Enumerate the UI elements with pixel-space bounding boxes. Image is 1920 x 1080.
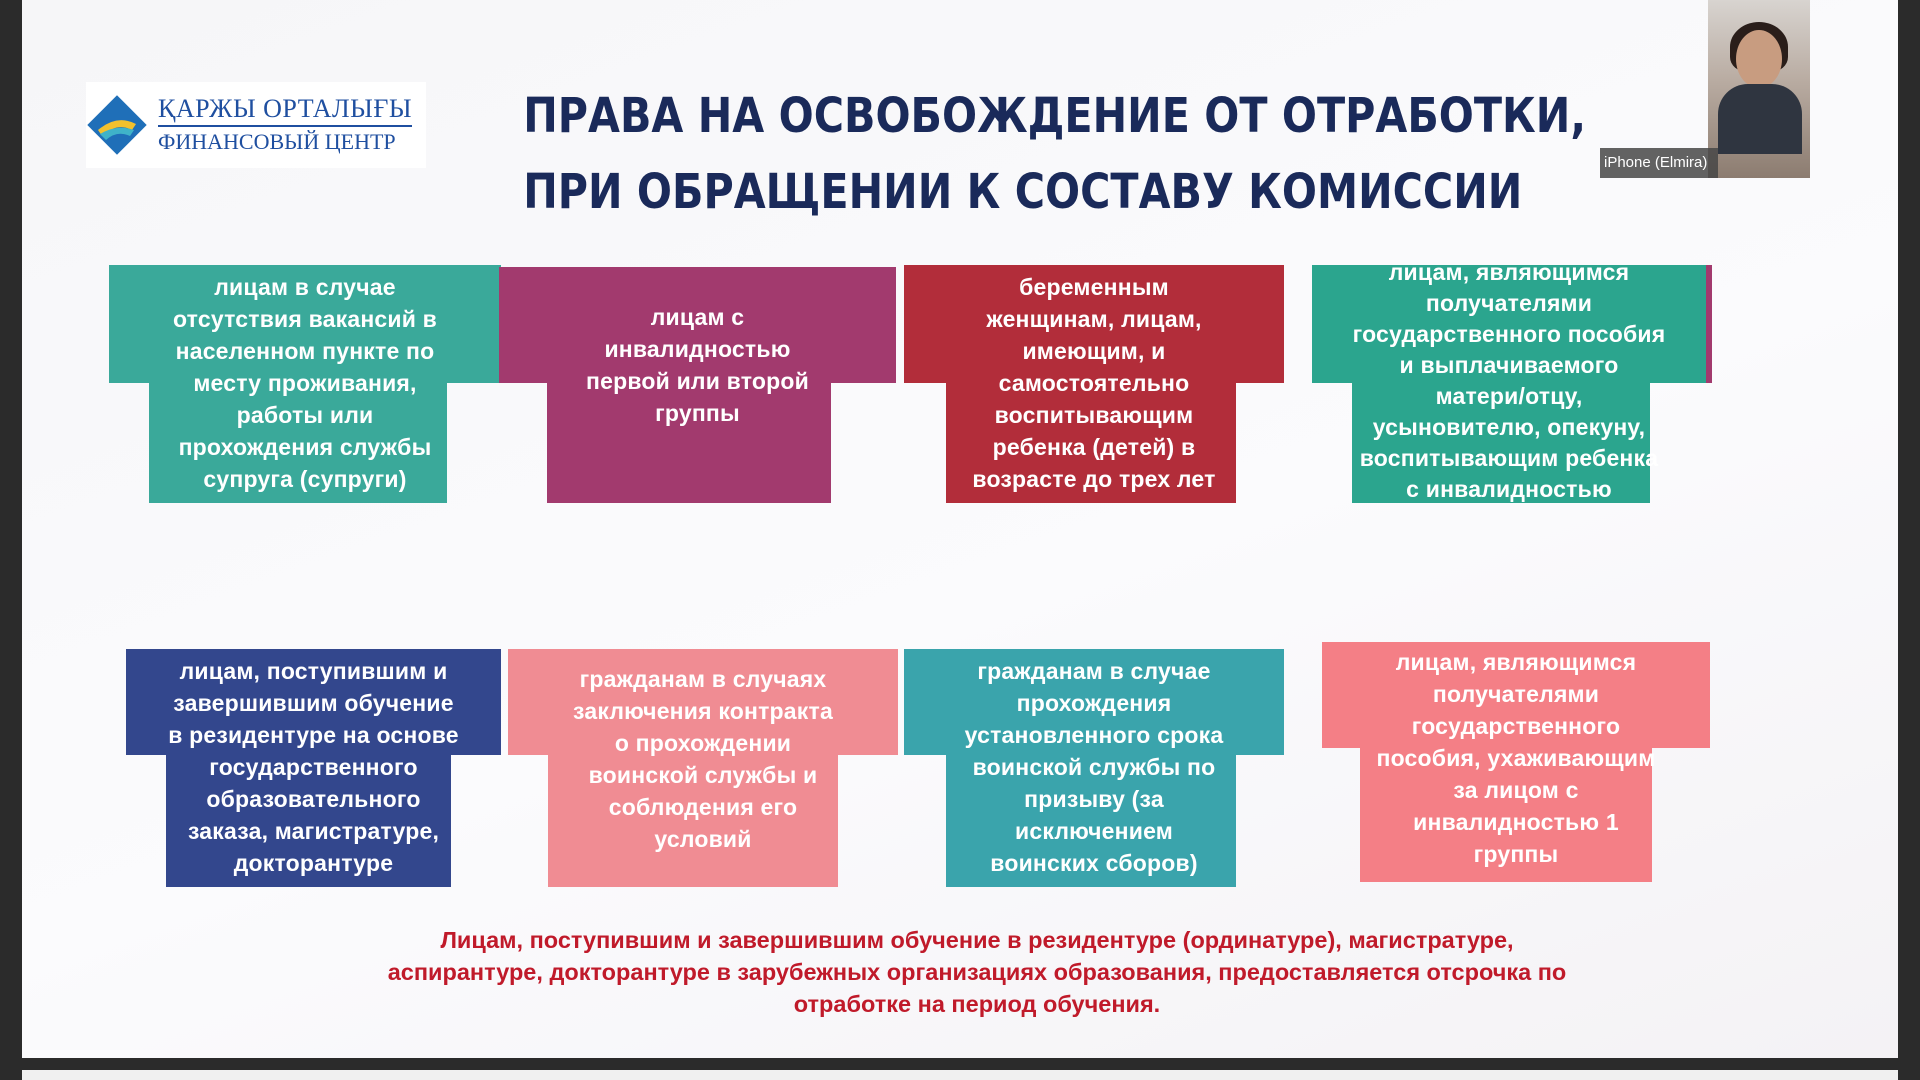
logo-emblem-icon [86, 94, 148, 156]
tile-text: гражданам в случаях заключения контракта о прохождении воинской службы и соблюдения его условий [573, 666, 833, 852]
tile-disability-group [499, 267, 896, 503]
footnote-line-2: аспирантуре, докторантуре в зарубежных организациях образования, предоставляется отсрочка по [387, 959, 1567, 985]
slide-footnote [322, 924, 1632, 1020]
bottom-strip [22, 1070, 1898, 1080]
logo-text-kazakh: ҚАРЖЫ ОРТАЛЫҒЫ [158, 93, 412, 127]
footnote-line-1: Лицам, поступившим и завершившим обучение в резидентуре (ординатуре), магистратуре, [440, 927, 1514, 953]
tile-disabled-child-benefit [1312, 259, 1712, 503]
tile-text: лицам, являющимся получателями государственного пособия и выплачиваемого матери/отцу, усыновителю, опекуну, воспитывающим ребенка с инвалидностью [1352, 259, 1666, 502]
tile-residency-graduates [126, 649, 501, 887]
tile-text: лицам с инвалидностью первой или второй группы [586, 304, 809, 426]
tile-pregnant-women [904, 265, 1284, 503]
tile-conscription-service [904, 649, 1284, 887]
title-line-2: ПРИ ОБРАЩЕНИИ К СОСТАВУ КОМИССИИ [523, 164, 1523, 220]
financial-center-logo [86, 82, 426, 168]
logo-text-russian: ФИНАНСОВЫЙ ЦЕНТР [158, 129, 396, 154]
participant-video-tile[interactable] [1708, 0, 1810, 178]
tile-military-contract [508, 649, 898, 887]
tile-no-vacancies [109, 265, 501, 503]
slide-title [523, 78, 1587, 230]
tile-text: лицам, поступившим и завершившим обучение в резидентуре на основе государственного образовательного заказа, магистратуре, докторантуре [168, 658, 459, 876]
title-line-1: ПРАВА НА ОСВОБОЖДЕНИЕ ОТ ОТРАБОТКИ, [523, 88, 1587, 144]
participant-name-label: iPhone (Elmira) [1600, 148, 1718, 178]
tile-text: лицам в случае отсутствия вакансий в населенном пункте по месту проживания, работы или прохождения службы супруга (супруги) [172, 274, 438, 492]
tile-text: лицам, являющимся получателями государственного пособия, ухаживающим за лицом с инвалидностью 1 группы [1376, 649, 1656, 867]
footnote-line-3: отработке на период обучения. [793, 991, 1161, 1017]
tile-text: беременным женщинам, лицам, имеющим, и самостоятельно воспитывающим ребенка (детей) в возрасте до трех лет [972, 274, 1216, 492]
tile-caregiver-benefit [1322, 642, 1710, 882]
tile-text: гражданам в случае прохождения установленного срока воинской службы по призыву (за исключением воинских сборов) [964, 658, 1224, 876]
